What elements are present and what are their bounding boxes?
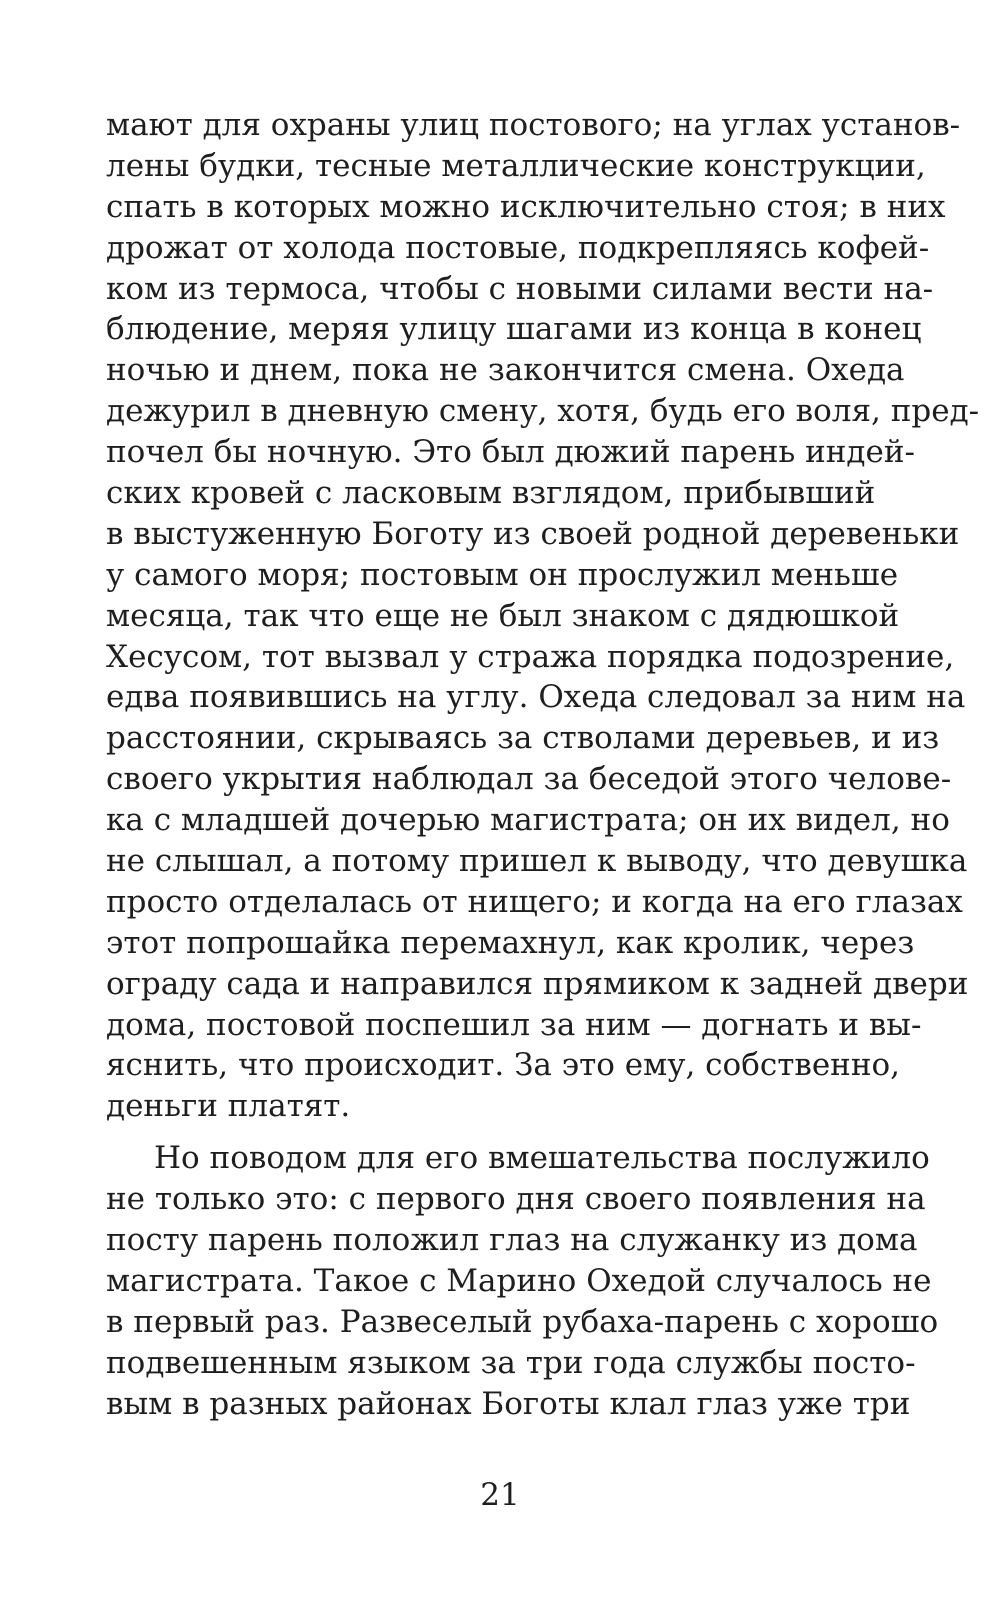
text-line: своего укрытия наблюдал за беседой этого челове-: [106, 761, 952, 798]
text-line: лены будки, тесные металлические конструкции,: [106, 147, 926, 184]
page-body-text: [106, 105, 980, 1425]
text-line: спать в которых можно исключительно стоя; в них: [106, 188, 946, 225]
text-line: подвешенным языком за три года службы посто-: [106, 1344, 916, 1381]
text-line: дежурил в дневную смену, хотя, будь его воля, пред-: [106, 393, 980, 430]
text-line: ограду сада и направился прямиком к задней двери: [106, 965, 969, 1002]
text-line: вым в разных районах Боготы клал глаз уже три: [106, 1385, 911, 1422]
text-line: посту парень положил глаз на служанку из дома: [106, 1222, 918, 1259]
text-line: не только это: с первого дня своего появления на: [106, 1181, 926, 1218]
text-line: деньги платят.: [106, 1088, 351, 1125]
text-line: едва появившись на углу. Охеда следовал за ним на: [106, 679, 966, 716]
text-line: месяца, так что еще не был знаком с дядюшкой: [106, 597, 900, 634]
text-line: ских кровей с ласковым взглядом, прибывший: [106, 475, 876, 512]
text-line: в первый раз. Развеселый рубаха-парень с хорошо: [106, 1303, 939, 1340]
text-line: ком из термоса, чтобы с новыми силами вести на-: [106, 270, 934, 307]
text-line: ка с младшей дочерью магистрата; он их видел, но: [106, 802, 950, 839]
text-line: Хесусом, тот вызвал у стража порядка подозрение,: [106, 638, 955, 675]
text-line: у самого моря; постовым он прослужил меньше: [106, 556, 899, 593]
text-line: дрожат от холода постовые, подкрепляясь кофей-: [106, 229, 930, 266]
text-line: дома, постовой поспешил за ним — догнать и вы-: [106, 1006, 922, 1043]
text-line: Но поводом для его вмешательства послужило: [154, 1140, 930, 1177]
text-line: не слышал, а потому пришел к выводу, что девушка: [106, 843, 968, 880]
text-line: почел бы ночную. Это был дюжий парень индей-: [106, 434, 915, 471]
paragraph-2: [106, 1138, 939, 1424]
text-line: в выстуженную Боготу из своей родной деревеньки: [106, 515, 960, 552]
text-line: блюдение, меряя улицу шагами из конца в конец: [106, 311, 922, 348]
text-line: мают для охраны улиц постового; на углах установ-: [106, 107, 961, 143]
text-line: ночью и днем, пока не закончится смена. Охеда: [106, 352, 905, 389]
text-line: просто отделалась от нищего; и когда на его глазах: [106, 883, 963, 920]
page-number: 21: [480, 1477, 520, 1513]
text-line: яснить, что происходит. За это ему, собственно,: [106, 1047, 901, 1084]
text-line: расстоянии, скрываясь за стволами деревьев, и из: [106, 720, 940, 757]
text-line: магистрата. Такое с Марино Охедой случалось не: [106, 1262, 932, 1299]
paragraph-1: [106, 105, 980, 1127]
paragraph-gap: [106, 1127, 846, 1138]
text-line: этот попрошайка перемахнул, как кролик, через: [106, 924, 915, 961]
